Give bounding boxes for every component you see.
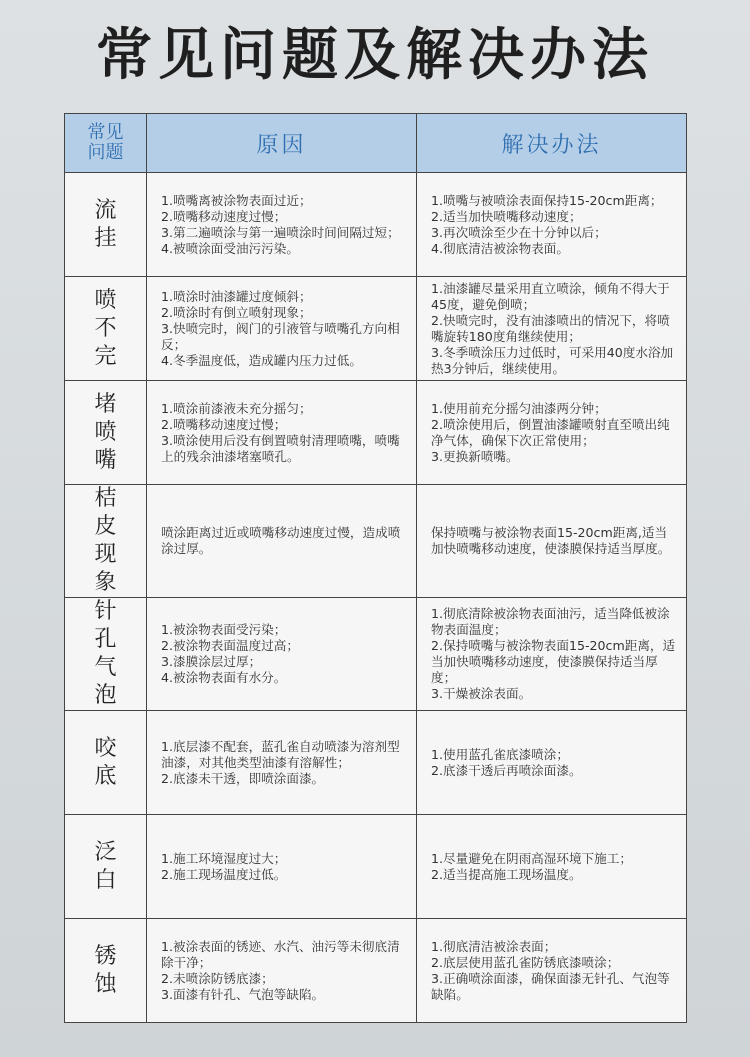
problem-cell (65, 815, 147, 919)
cause-line: 1.喷嘴离被涂物表面过近； (161, 192, 312, 208)
cause-line: 1.施工环境湿度过大； (161, 850, 287, 866)
cause-line: 3.漆膜涂层过厚； (161, 654, 262, 669)
solution-line: 1.使用蓝孔雀底漆喷涂； (431, 746, 569, 762)
header-solution: 解决办法 (417, 114, 687, 173)
cause-line: 喷涂距离过近或喷嘴移动速度过慢，造成喷涂过厚。 (161, 525, 401, 556)
table-row (65, 919, 687, 1023)
solution-line: 3.干燥被涂表面。 (431, 686, 532, 701)
cause-cell (147, 919, 417, 1023)
problem-cell (65, 711, 147, 815)
solution-line: 4.彻底清洁被涂物表面。 (431, 240, 569, 256)
cause-line: 4.被涂物表面有水分。 (161, 670, 287, 685)
solution-line: 2.保持喷嘴与被涂物表面15-20cm距离，适当加快喷嘴移动速度，使漆膜保持适当厚度； (431, 638, 676, 685)
cause-line: 2.未喷涂防锈底漆； (161, 970, 274, 986)
problem-label: 喷不完 (94, 287, 117, 369)
table-row (65, 173, 687, 277)
solution-line: 2.快喷完时，没有油漆喷出的情况下，将喷嘴旋转180度角继续使用； (431, 312, 670, 344)
problem-label: 锈蚀 (94, 943, 117, 997)
cause-cell (147, 485, 417, 598)
problem-cell (65, 277, 147, 381)
cause-line: 2.被涂物表面温度过高； (161, 638, 299, 653)
cause-cell (147, 277, 417, 381)
solution-line: 保持喷嘴与被涂物表面15-20cm距离,适当加快喷嘴移动速度，使漆膜保持适当厚度。 (431, 525, 671, 556)
solution-line: 2.底层使用蓝孔雀防锈底漆喷涂； (431, 954, 620, 970)
cause-cell (147, 598, 417, 711)
solution-line: 3.正确喷涂面漆，确保面漆无针孔、气泡等缺陷。 (431, 970, 670, 1002)
solution-cell (417, 381, 687, 485)
solution-line: 1.彻底清除被涂物表面油污，适当降低被涂物表面温度； (431, 606, 670, 637)
cause-cell (147, 173, 417, 277)
problem-label: 咬底 (94, 735, 117, 789)
cause-line: 3.第二遍喷涂与第一遍喷涂时间间隔过短； (161, 224, 400, 240)
table-row (65, 598, 687, 711)
table-row (65, 277, 687, 381)
table-row (65, 815, 687, 919)
problem-label: 泛白 (94, 839, 117, 893)
problem-cell (65, 485, 147, 598)
page-title: 常见问题及解决办法 (96, 23, 654, 88)
solution-line: 1.尽量避免在阴雨高湿环境下施工； (431, 850, 632, 866)
cause-line: 3.喷涂使用后没有倒置喷射清理喷嘴，喷嘴上的残余油漆堵塞喷孔。 (161, 432, 400, 464)
solution-line: 2.适当加快喷嘴移动速度； (431, 208, 582, 224)
solution-cell (417, 277, 687, 381)
solution-line: 1.使用前充分摇匀油漆两分钟； (431, 400, 607, 416)
cause-line: 1.被涂物表面受污染； (161, 622, 287, 637)
solution-line: 1.喷嘴与被喷涂表面保持15-20cm距离； (431, 192, 663, 208)
cause-cell (147, 711, 417, 815)
solution-line: 1.彻底清洁被涂表面； (431, 938, 557, 954)
problem-label: 桔皮现象 (94, 486, 117, 595)
cause-line: 1.被涂表面的锈迹、水汽、油污等未彻底清除干净； (161, 938, 400, 970)
solution-cell (417, 173, 687, 277)
problem-cell (65, 381, 147, 485)
solution-line: 3.再次喷涂至少在十分钟以后； (431, 224, 607, 240)
solution-line: 3.更换新喷嘴。 (431, 448, 519, 464)
solution-cell (417, 711, 687, 815)
cause-line: 2.喷嘴移动速度过慢； (161, 416, 287, 432)
solution-cell (417, 598, 687, 711)
solution-cell (417, 815, 687, 919)
table-row (65, 711, 687, 815)
cause-cell (147, 815, 417, 919)
solution-cell (417, 485, 687, 598)
problem-label: 针孔气泡 (94, 599, 117, 708)
header-problem: 常见问题 (65, 114, 147, 173)
cause-line: 2.喷嘴移动速度过慢； (161, 208, 287, 224)
cause-line: 1.喷涂前漆液未充分摇匀； (161, 400, 312, 416)
cause-line: 4.冬季温度低，造成罐内压力过低。 (161, 352, 362, 368)
solution-line: 2.底漆干透后再喷涂面漆。 (431, 762, 582, 778)
cause-line: 2.喷涂时有倒立喷射现象； (161, 304, 312, 320)
table-row (65, 381, 687, 485)
cause-line: 1.喷涂时油漆罐过度倾斜； (161, 288, 312, 304)
cause-line: 3.面漆有针孔、气泡等缺陷。 (161, 986, 325, 1002)
problem-cell (65, 598, 147, 711)
solution-line: 2.喷涂使用后，倒置油漆罐喷射直至喷出纯净气体，确保下次正常使用； (431, 416, 670, 448)
table-header-row (65, 114, 687, 173)
solution-line: 3.冬季喷涂压力过低时，可采用40度水浴加热3分钟后，继续使用。 (431, 344, 674, 376)
problem-cell (65, 173, 147, 277)
solution-cell (417, 919, 687, 1023)
solution-line: 2.适当提高施工现场温度。 (431, 866, 582, 882)
cause-line: 4.被喷涂面受油污污染。 (161, 240, 299, 256)
cause-line: 2.施工现场温度过低。 (161, 866, 287, 882)
faq-table (64, 113, 687, 1023)
problem-cell (65, 919, 147, 1023)
header-cause: 原因 (147, 114, 417, 173)
cause-cell (147, 381, 417, 485)
cause-line: 1.底层漆不配套，蓝孔雀自动喷漆为溶剂型油漆，对其他类型油漆有溶解性； (161, 738, 400, 770)
problem-label: 流挂 (94, 197, 117, 251)
solution-line: 1.油漆罐尽量采用直立喷涂，倾角不得大于45度，避免倒喷； (431, 280, 670, 312)
problem-label: 堵喷嘴 (94, 391, 117, 473)
cause-line: 3.快喷完时，阀门的引液管与喷嘴孔方向相反； (161, 320, 400, 352)
table-row (65, 485, 687, 598)
cause-line: 2.底漆未干透，即喷涂面漆。 (161, 770, 325, 786)
